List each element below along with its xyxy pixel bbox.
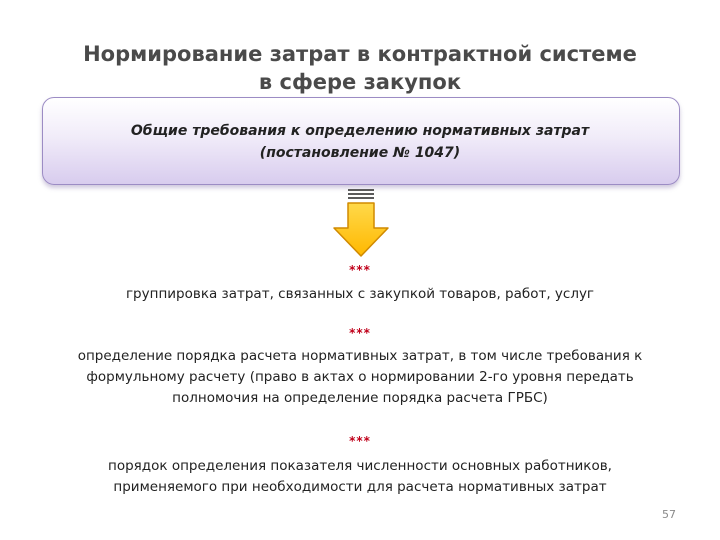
slide-title-line-2: в сфере закупок: [258, 70, 462, 94]
item-3-line-1: порядок определения показателя численности основных работников,: [108, 458, 612, 474]
item-3-text: [40, 456, 680, 498]
item-1-line-1: группировка затрат, связанных с закупкой товаров, работ, услуг: [125, 286, 595, 302]
slide-title: [0, 40, 720, 96]
item-3-line-2: применяемого при необходимости для расчета нормативных затрат: [113, 479, 607, 495]
item-3-stars: ***: [349, 434, 371, 448]
arrow-stripe-3: [348, 197, 374, 199]
arrow-stripe-2: [348, 193, 374, 195]
item-2-line-1: определение порядка расчета нормативных затрат, в том числе требования к: [77, 348, 643, 364]
item-1-text: [40, 284, 680, 305]
item-2-stars: ***: [349, 326, 371, 340]
requirements-box-line-2: (постановление № 1047): [259, 145, 461, 161]
arrow-stripe-1: [348, 189, 374, 191]
item-2-text: [40, 346, 680, 409]
page-number: 57: [662, 508, 676, 521]
down-arrow-icon: [330, 186, 392, 258]
item-2-line-2: формульному расчету (право в актах о нормировании 2-го уровня передать: [86, 369, 634, 385]
requirements-box-text: [0, 120, 720, 164]
arrow-body: [334, 203, 388, 256]
item-2-line-3: полномочия на определение порядка расчета ГРБС): [172, 390, 548, 406]
slide-title-line-1: Нормирование затрат в контрактной системе: [83, 42, 637, 66]
requirements-box-line-1: Общие требования к определению нормативных затрат: [130, 123, 590, 139]
item-1-stars: ***: [349, 263, 371, 277]
